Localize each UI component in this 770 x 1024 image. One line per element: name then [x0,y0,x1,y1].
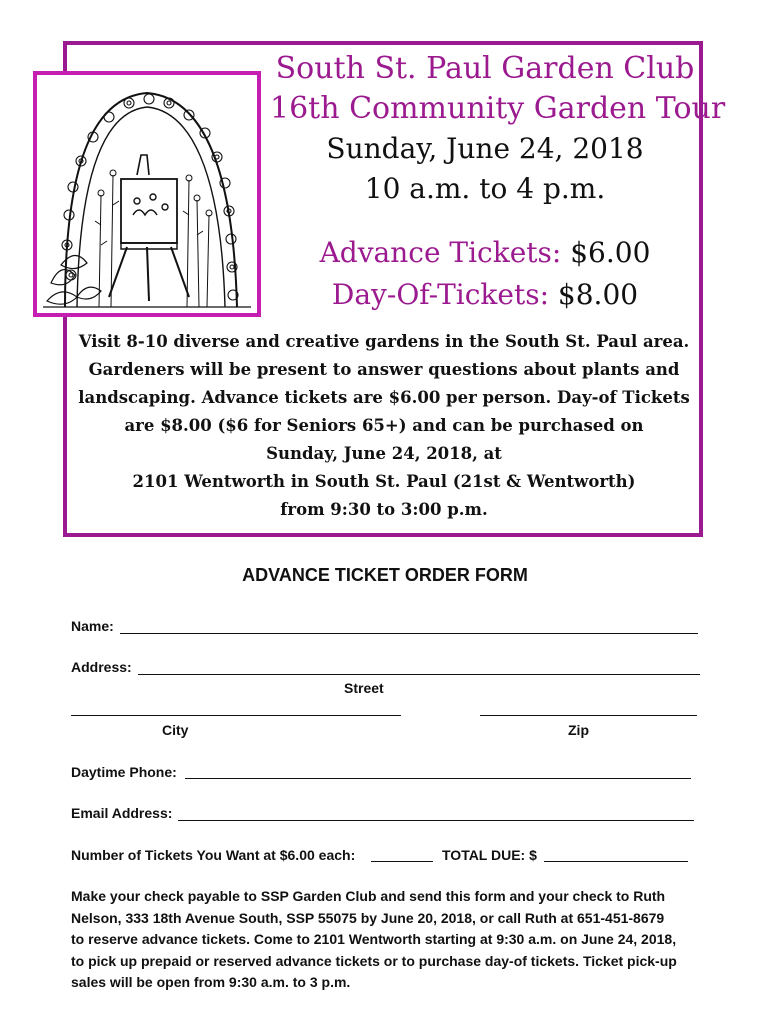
email-field[interactable] [178,820,694,821]
email-label: Email Address: [71,805,173,821]
dayof-ticket-price [270,278,700,311]
advance-ticket-label: Advance Tickets: [319,236,562,269]
dayof-ticket-label: Day-Of-Tickets: [331,278,550,311]
club-name: South St. Paul Garden Club [275,51,695,86]
zip-caption: Zip [568,722,589,738]
payment-instructions [71,886,711,994]
tour-name: 16th Community Garden Tour [270,91,726,126]
event-description [76,328,692,524]
ticket-quantity-field[interactable] [371,861,433,862]
ticket-quantity-label: Number of Tickets You Want at $6.00 each: [71,847,356,863]
total-due-field[interactable] [544,861,688,862]
daytime-phone-label: Daytime Phone: [71,764,177,780]
tour-date: Sunday, June 24, 2018 [326,132,644,165]
instructions-line: to reserve advance tickets. Come to 2101 Wentworth starting at 9:30 a.m. on June 24, 2018, [71,931,677,947]
instructions-line: to pick up prepaid or reserved advance tickets or to purchase day-of tickets. Ticket pick-up [71,952,677,969]
instructions-line: Nelson, 333 18th Avenue South, SSP 55075 by June 20, 2018, or call Ruth at 651-451-8679 [71,909,665,926]
advance-ticket-amount: $6.00 [570,236,651,269]
city-field[interactable] [71,715,401,716]
zip-field[interactable] [480,715,697,716]
dayof-ticket-amount: $8.00 [557,278,639,311]
name-field[interactable] [120,633,698,634]
street-caption: Street [344,680,384,696]
illustration-frame [33,71,261,317]
description-line: from 9:30 to 3:00 p.m. [280,500,488,519]
description-line: Visit 8-10 diverse and creative gardens in the South St. Paul area. [78,332,690,351]
instructions-line: sales will be open from 9:30 a.m. to 3 p.m. [71,974,351,990]
total-due-label: TOTAL DUE: $ [442,847,537,863]
advance-ticket-price [270,236,700,269]
order-form-title: ADVANCE TICKET ORDER FORM [242,565,528,585]
address-label: Address: [71,659,132,675]
description-line: are $8.00 ($6 for Seniors 65+) and can be purchased on [124,416,644,435]
description-line: landscaping. Advance tickets are $6.00 per person. Day-of Tickets [78,388,690,407]
instructions-line: Make your check payable to SSP Garden Club and send this form and your check to Ruth [71,888,666,904]
description-line: Gardeners will be present to answer questions about plants and [88,360,680,379]
description-line: Sunday, June 24, 2018, at [266,444,502,463]
city-caption: City [162,722,189,738]
tour-hours: 10 a.m. to 4 p.m. [364,172,606,205]
name-label: Name: [71,618,114,634]
garden-arch-easel-icon [37,75,257,313]
street-address-field[interactable] [138,674,700,675]
description-line: 2101 Wentworth in South St. Paul (21st & Wentworth) [132,472,636,491]
daytime-phone-field[interactable] [185,778,691,779]
